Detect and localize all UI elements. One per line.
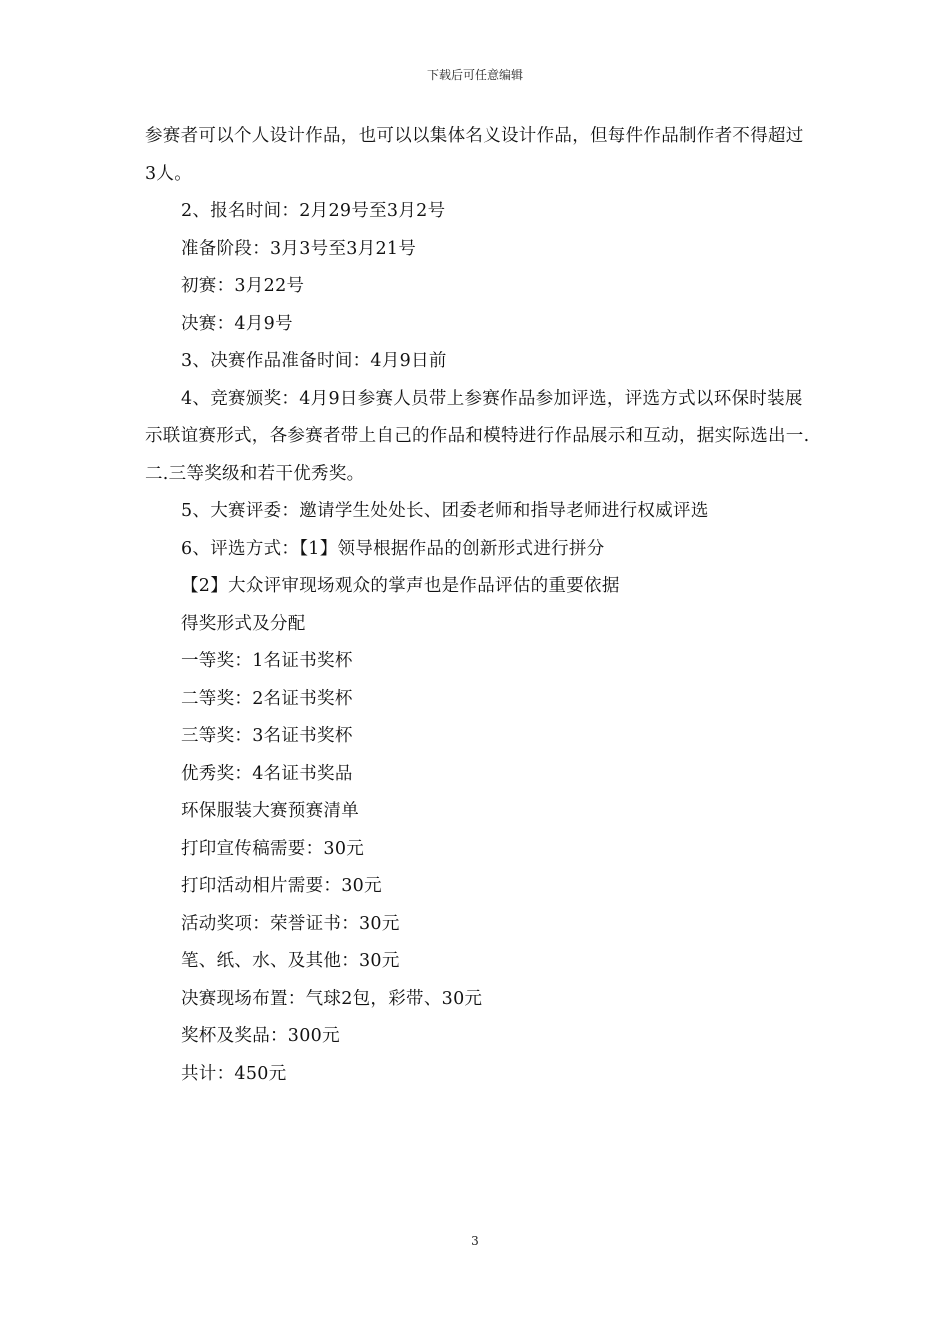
paragraph: 初赛：3月22号 bbox=[181, 276, 305, 296]
paragraph: 4、竞赛颁奖：4月9日参赛人员带上参赛作品参加评选，评选方式以环保时装展示联谊赛形式，各参赛者带上自己的作品和模特进行作品展示和互动，据实际选出一.二.三等奖级和若干优秀奖。 bbox=[145, 388, 810, 484]
paragraph: 5、大赛评委：邀请学生处处长、团委老师和指导老师进行权威评选 bbox=[181, 501, 709, 521]
paragraph: 优秀奖：4名证书奖品 bbox=[181, 763, 353, 784]
paragraph: 【2】大众评审现场观众的掌声也是作品评估的重要依据 bbox=[181, 576, 620, 596]
paragraph: 奖杯及奖品：300元 bbox=[181, 1026, 340, 1046]
paragraph: 打印宣传稿需要：30元 bbox=[181, 838, 365, 859]
paragraph: 活动奖项：荣誉证书：30元 bbox=[181, 913, 400, 934]
paragraph: 准备阶段：3月3号至3月21号 bbox=[181, 238, 417, 259]
paragraph: 得奖形式及分配 bbox=[181, 613, 306, 634]
paragraph: 6、评选方式：【1】领导根据作品的创新形式进行拼分 bbox=[181, 538, 605, 559]
paragraph: 决赛：4月9号 bbox=[181, 313, 293, 334]
paragraph: 打印活动相片需要：30元 bbox=[181, 876, 382, 896]
paragraph: 共计：450元 bbox=[181, 1063, 287, 1084]
paragraph: 三等奖：3名证书奖杯 bbox=[181, 726, 353, 746]
page-header: 下载后可任意编辑 bbox=[426, 68, 523, 82]
paragraph: 3、决赛作品准备时间：4月9日前 bbox=[181, 351, 447, 371]
document-body bbox=[145, 118, 810, 1093]
paragraph: 决赛现场布置：气球2包，彩带、30元 bbox=[181, 988, 483, 1009]
page-number: 3 bbox=[471, 1234, 479, 1248]
paragraph: 笔、纸、水、及其他：30元 bbox=[181, 951, 400, 971]
paragraph: 2、报名时间：2月29号至3月2号 bbox=[181, 201, 446, 221]
paragraph: 环保服装大赛预赛清单 bbox=[181, 801, 359, 821]
paragraph: 二等奖：2名证书奖杯 bbox=[181, 688, 353, 709]
paragraph: 一等奖：1名证书奖杯 bbox=[181, 651, 353, 671]
paragraph: 参赛者可以个人设计作品，也可以以集体名义设计作品，但每件作品制作者不得超过3人。 bbox=[145, 126, 804, 184]
